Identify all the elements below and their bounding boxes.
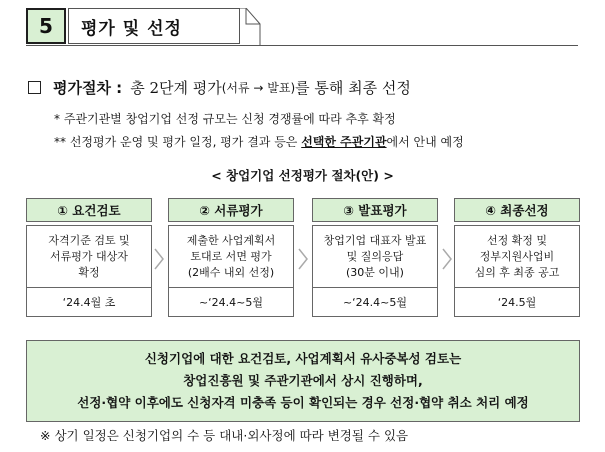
note-1: * 주관기관별 창업기업 선정 규모는 신청 경쟁률에 따라 추후 확정 <box>54 112 396 126</box>
step-4-desc-line: 심의 후 최종 공고 <box>474 265 560 279</box>
bullet-square-icon <box>28 81 41 94</box>
chevron-right-icon <box>440 244 454 274</box>
step-2 <box>168 198 294 317</box>
procedure-text-paren: (서류 → 발표) <box>221 80 296 95</box>
procedure-text-a: 총 2단계 평가 <box>130 78 222 97</box>
section-number: 5 <box>26 8 66 44</box>
step-1-desc-line: 자격기준 검토 및 <box>48 233 130 247</box>
step-2-desc-line: 토대로 서면 평가 <box>190 249 272 263</box>
step-1-desc-line: 서류평가 대상자 <box>50 249 128 263</box>
procedure-line <box>26 76 586 98</box>
chevron-right-icon <box>296 244 310 274</box>
notice-line-1: 신청기업에 대한 요건검토, 사업계획서 유사중복성 검토는 <box>144 351 462 366</box>
step-3-date: ~‘24.4~5월 <box>312 287 438 317</box>
footnote: ※ 상기 일정은 신청기업의 수 등 대내·외사정에 따라 변경될 수 있음 <box>40 428 409 443</box>
step-4-date: ‘24.5월 <box>454 287 580 317</box>
notice-line-2: 창업진흥원 및 주관기관에서 상시 진행하며, <box>183 373 423 388</box>
flow-title: < 창업기업 선정평가 절차(안) > <box>211 168 394 183</box>
note-2-suffix: 에서 안내 예정 <box>386 135 464 149</box>
section-title: 평가 및 선정 <box>68 8 240 44</box>
step-4-desc-line: 정부지원사업비 <box>479 249 555 263</box>
notice-box <box>26 340 580 422</box>
step-3 <box>312 198 438 317</box>
header-rule <box>26 45 578 46</box>
step-4-title: ④ 최종선정 <box>454 198 580 222</box>
step-4-desc-line: 선정 확정 및 <box>486 233 548 247</box>
step-2-desc-line: (2배수 내외 선정) <box>187 265 275 279</box>
notice-line-3: 선정·협약 이후에도 신청자격 미충족 등이 확인되는 경우 선정·협약 취소 처리 예정 <box>77 395 529 410</box>
step-4 <box>454 198 580 317</box>
note-2-prefix: ** 선정평가 운영 및 평가 일정, 평가 결과 등은 <box>54 135 302 149</box>
procedure-text-b: 를 통해 최종 선정 <box>295 78 411 97</box>
step-2-date: ~‘24.4~5월 <box>168 287 294 317</box>
note-2 <box>54 133 464 150</box>
step-1-title: ① 요건검토 <box>26 198 152 222</box>
step-3-desc <box>312 225 438 287</box>
step-1-desc-line: 확정 <box>78 265 100 279</box>
step-3-desc-line: (30분 이내) <box>346 265 404 279</box>
step-1 <box>26 198 152 317</box>
step-1-date: ‘24.4월 초 <box>26 287 152 317</box>
step-3-title: ③ 발표평가 <box>312 198 438 222</box>
step-1-desc <box>26 225 152 287</box>
procedure-label: 평가절차 : <box>53 78 123 97</box>
step-4-desc <box>454 225 580 287</box>
step-3-desc-line: 및 질의응답 <box>346 249 404 263</box>
note-2-highlight: 선택한 주관기관 <box>301 135 387 149</box>
chevron-right-icon <box>152 244 166 274</box>
step-2-title: ② 서류평가 <box>168 198 294 222</box>
folded-corner-decoration <box>238 8 262 46</box>
step-3-desc-line: 창업기업 대표자 발표 <box>323 233 427 247</box>
step-2-desc <box>168 225 294 287</box>
step-2-desc-line: 제출한 사업계획서 <box>186 233 276 247</box>
